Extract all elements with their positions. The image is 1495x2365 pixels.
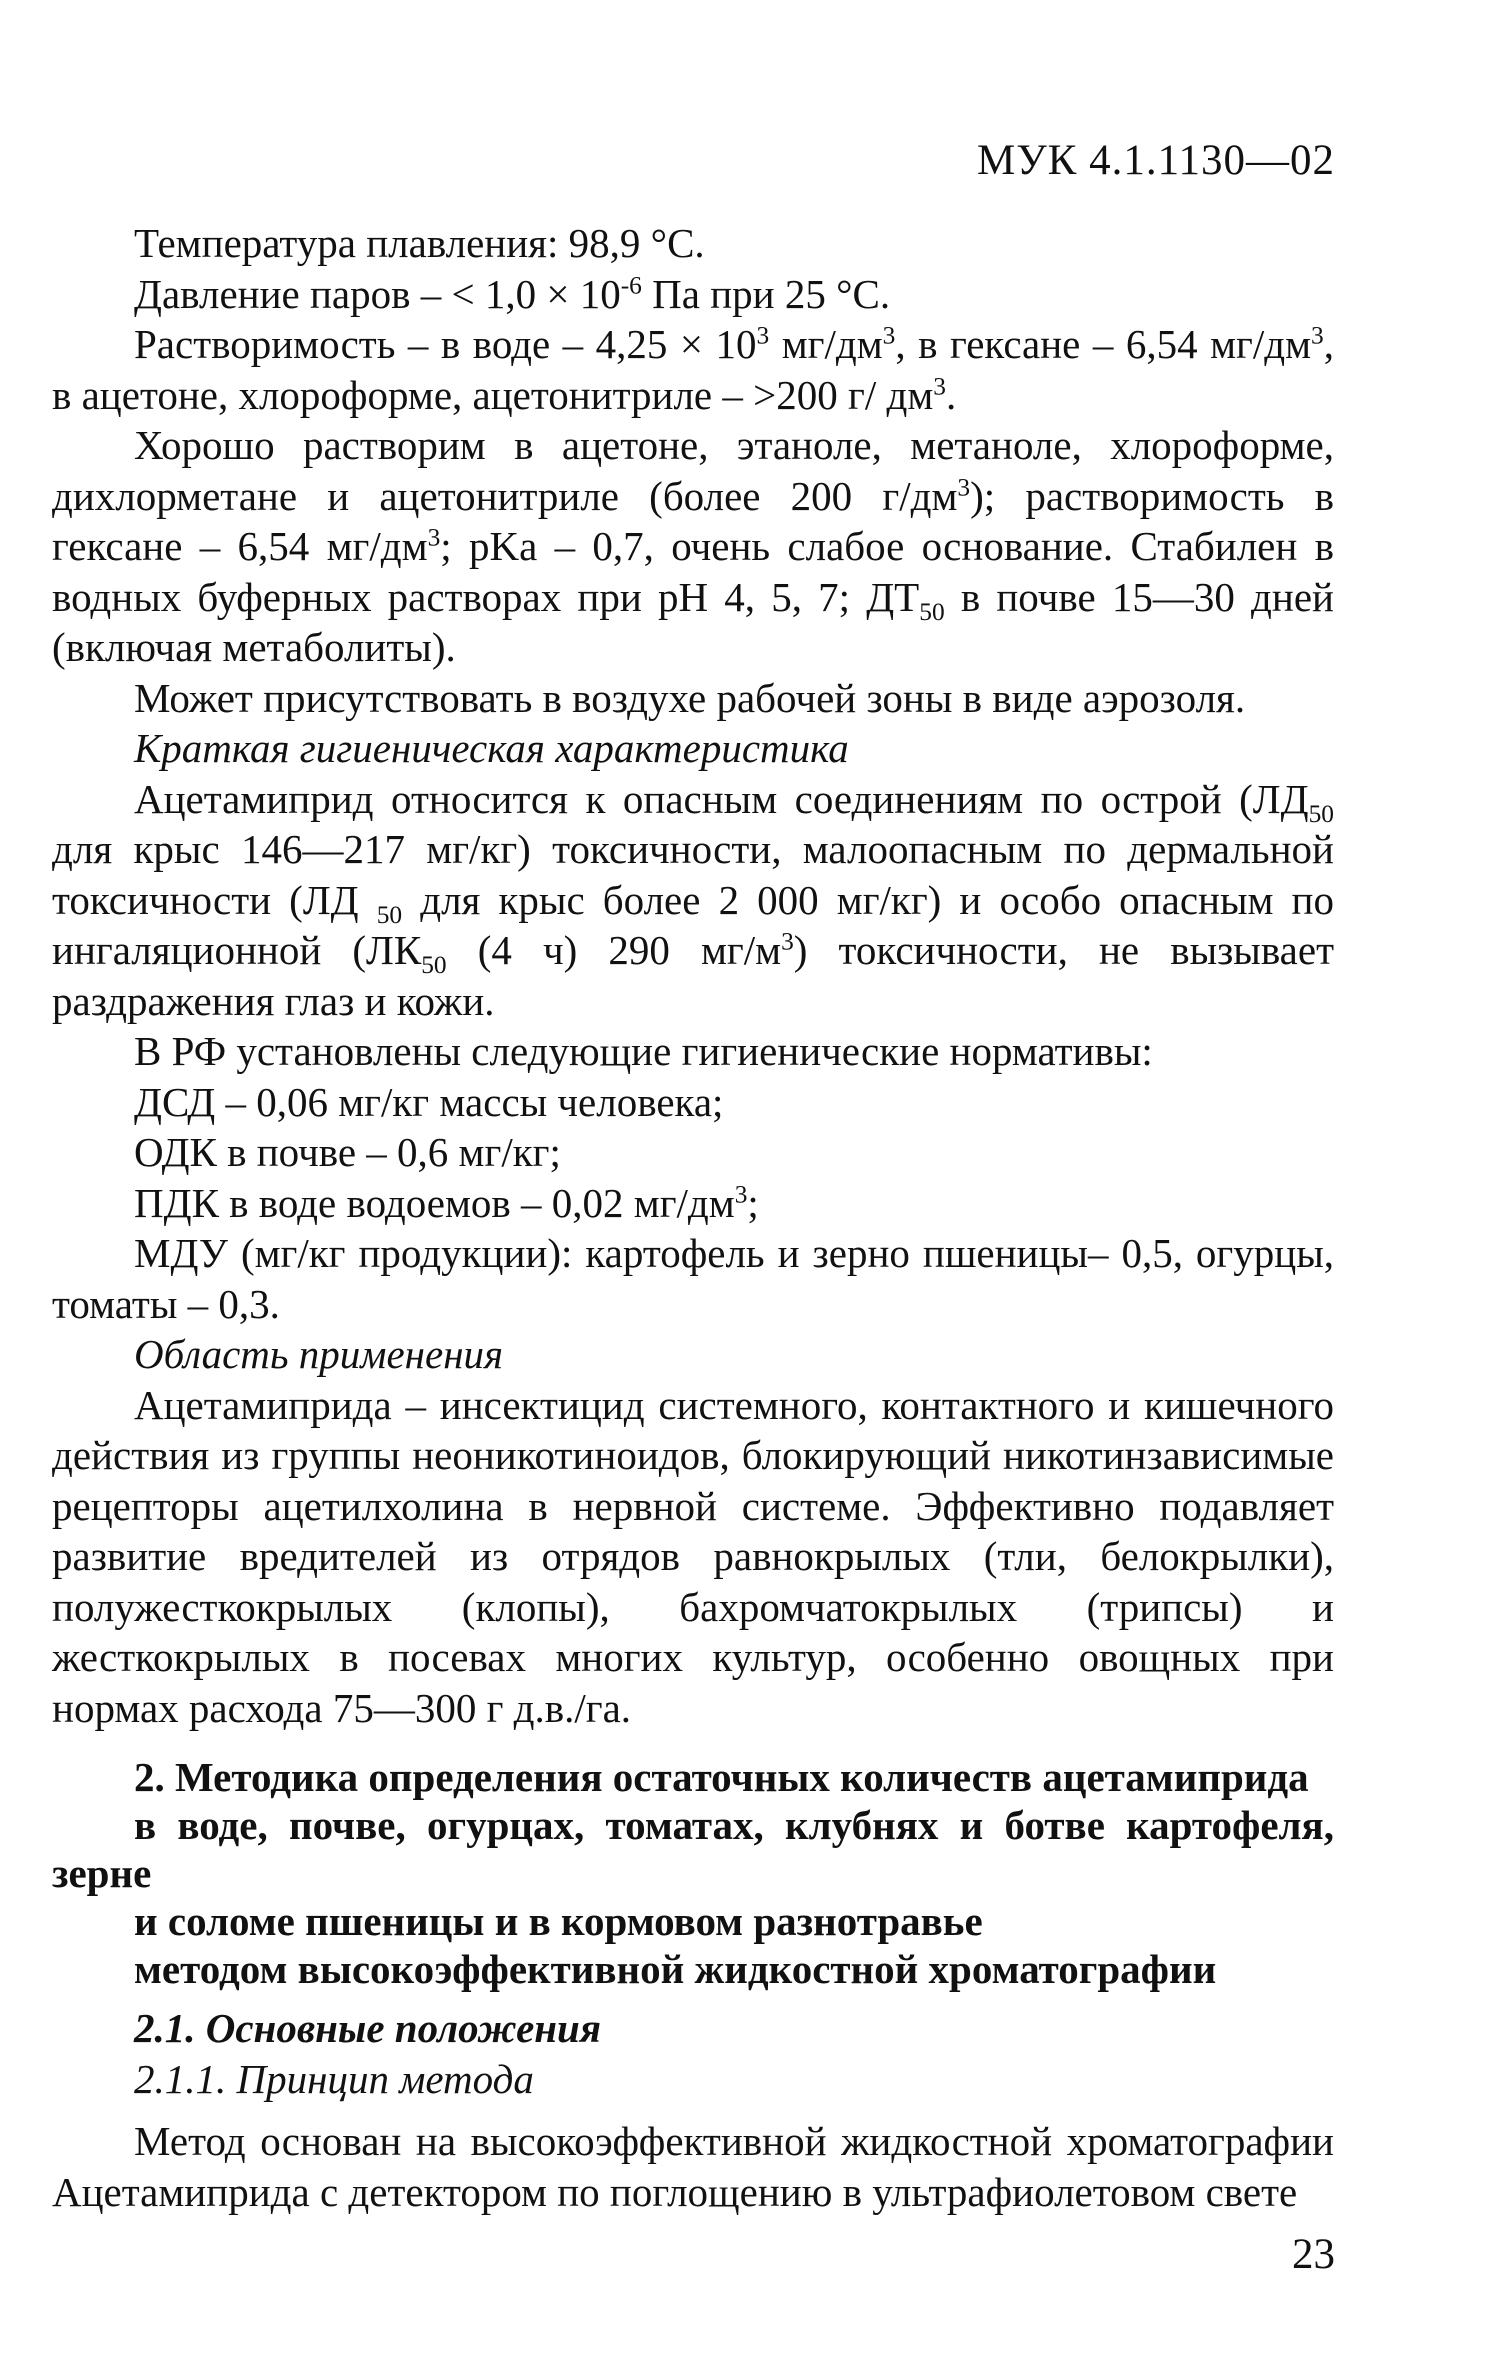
dissolution-paragraph: Хорошо растворим в ацетоне, этаноле, метаноле, хлороформе, дихлорметане и ацетонитриле (более 200 $г/дм^3$); растворимость в гексане – 6,54 $мг/дм^3$; pKa – 0,7, очень слабое основание. Стабилен в водных буферных растворах при рН 4, 5, 7; $ДТ_{50}$ в почве 15—30 дней (включая метаболиты). xyxy=(52,422,1334,670)
norm-dsd: ДСД – 0,06 мг/кг массы человека; xyxy=(134,1078,724,1125)
hygiene-title: Краткая гигиеническая характеристика xyxy=(134,725,849,771)
usage-paragraph: Ацетамиприда – инсектицид системного, контактного и кишечного действия из группы неоникотиноидов, блокирующий никотинзависимые рецепторы ацетилхолина в нервной системе. Эффективно подавляет развитие вредителей из отрядов равнокрылых (тли, белокрылки), полужесткокрылых (клопы), бахромчатокрылых (трипсы) и жесткокрылых в посевах многих культур, особенно овощных при нормах расхода 75—300 г д.в./га. xyxy=(52,1381,1334,1731)
subsection-title: 2.1. Основные положения xyxy=(134,2005,601,2051)
toxicity-paragraph: Ацетамиприд относится к опасным соединениям по острой ($ЛД_{50}$ для крыс 146—217 мг/кг) токсичности, малоопасным по дермальной токсичности (ЛД $_{50}$ для крыс более 2 000 мг/кг) и особо опасным по ингаляционной ($ЛК_{50}$ (4 ч) 290 $мг/м^3$) токсичности, не вызывает раздражения глаз и кожи. xyxy=(52,775,1334,1024)
subsubsection-title: 2.1.1. Принцип метода xyxy=(134,2055,534,2102)
section-heading-line-4: методом высокоэффективной жидкостной хроматографии xyxy=(134,1946,1217,1992)
page-number: 23 xyxy=(1292,2231,1335,2278)
section-heading-line-1: 2. Методика определения остаточных количеств ацетамиприда xyxy=(134,1754,1309,1800)
section-heading-line-2: в воде, почве, огурцах, томатах, клубнях и ботве картофеля, зерне xyxy=(52,1802,1334,1896)
solubility: Растворимость – в воде – $4,25 \times 10^3$ $мг/дм^3$, в гексане – 6,54 $мг/дм^3$, в ацетоне, хлороформе, ацетонитриле – >200 г/ $дм^3$. xyxy=(52,321,1334,418)
section-heading-line-3: и соломе пшеницы и в кормовом разнотравье xyxy=(134,1898,983,1944)
air-presence: Может присутствовать в воздухе рабочей зоны в виде аэрозоля. xyxy=(134,674,1246,721)
document-code: МУК 4.1.1130—02 xyxy=(976,137,1335,184)
norms-intro: В РФ установлены следующие гигиенические нормативы: xyxy=(134,1028,1153,1074)
norm-mdu: МДУ (мг/кг продукции): картофель и зерно пшеницы– 0,5, огурцы, томаты – 0,3. xyxy=(52,1230,1334,1327)
norm-pdk: ПДК в воде водоемов – 0,02 $мг/дм^3$; xyxy=(134,1179,759,1226)
vapor-pressure: Давление паров – < $1,0 \times 10^{-6}$ Па при 25 °С. xyxy=(134,270,891,317)
melting-point: Температура плавления: 98,9 °С. xyxy=(134,220,705,266)
norm-odk: ОДК в почве – 0,6 мг/кг; xyxy=(134,1129,561,1175)
page-body xyxy=(52,218,1334,2217)
method-paragraph: Метод основан на высокоэффективной жидкостной хроматографии Ацетамиприда с детектором по поглощению в ультрафиолетовом свете xyxy=(52,2118,1334,2215)
usage-title: Область применения xyxy=(134,1331,504,1377)
